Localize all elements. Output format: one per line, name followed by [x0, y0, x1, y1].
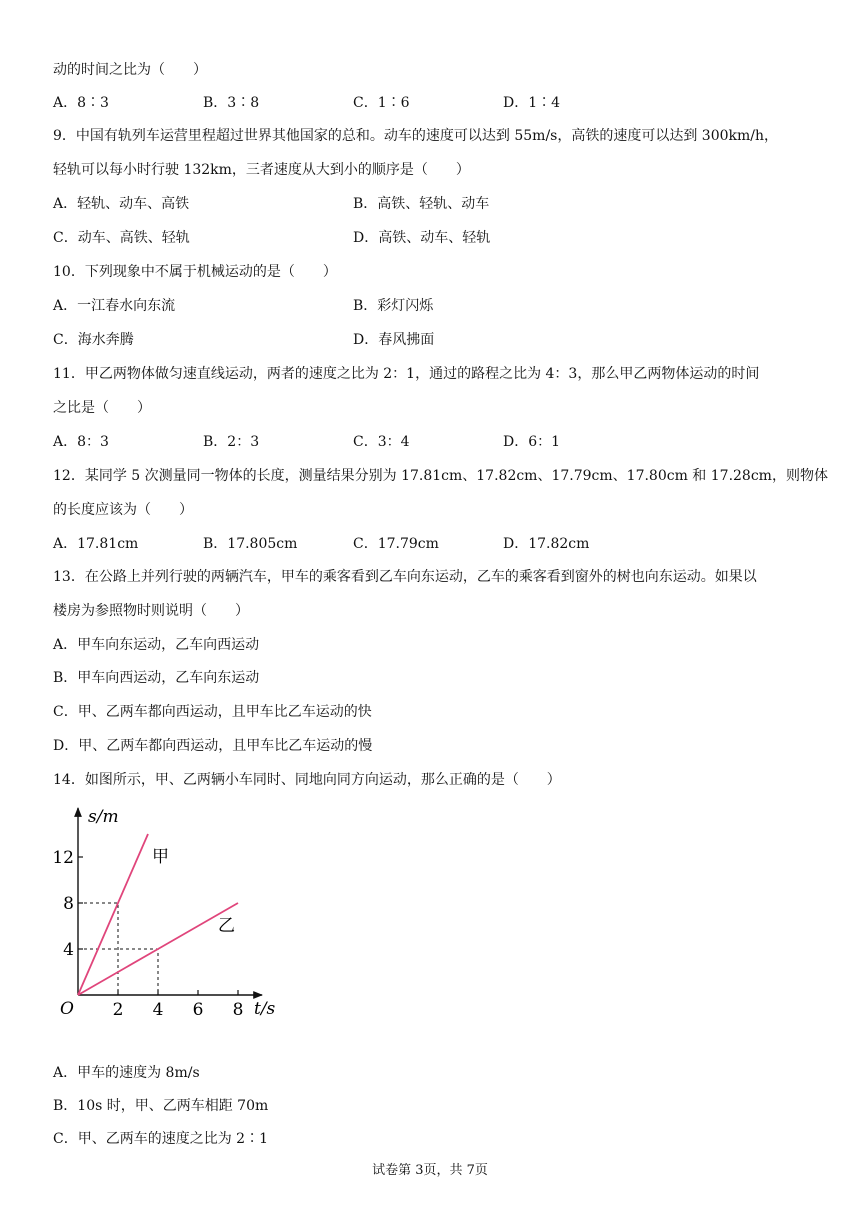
- q14-option-c[interactable]: C．甲、乙两车的速度之比为 2∶1: [53, 1131, 268, 1147]
- x-tick-label: 6: [192, 1000, 204, 1020]
- st-graph: [40, 800, 300, 1030]
- q11-stem-line2: 之比是（ ）: [53, 400, 151, 416]
- q14-option-b[interactable]: B．10s 时，甲、乙两车相距 70m: [53, 1098, 269, 1114]
- q10-option-a[interactable]: A．一江春水向东流: [53, 298, 176, 314]
- q8-option-b[interactable]: B．3∶8: [203, 95, 260, 111]
- q13-option-c[interactable]: C．甲、乙两车都向西运动，且甲车比乙车运动的快: [53, 704, 372, 720]
- q12-option-c[interactable]: C．17.79cm: [353, 536, 439, 552]
- y-tick-label: 8: [63, 894, 74, 914]
- q11-option-b[interactable]: B．2：3: [203, 434, 260, 450]
- x-tick-label: 8: [232, 1000, 244, 1020]
- q13-option-b[interactable]: B．甲车向西运动，乙车向东运动: [53, 670, 260, 686]
- origin-label: O: [60, 999, 74, 1019]
- q10-option-d[interactable]: D．春风拂面: [353, 332, 435, 348]
- series-line: [78, 834, 148, 995]
- page-footer: 试卷第 3页，共 7页: [372, 1163, 488, 1178]
- q9-stem-line1: 9．中国有轨列车运营里程超过世界其他国家的总和。动车的速度可以达到 55m/s，高铁的速度可以达到 300km/h，: [53, 128, 779, 144]
- q11-option-a[interactable]: A．8：3: [53, 434, 109, 450]
- q13-stem-line1: 13．在公路上并列行驶的两辆汽车，甲车的乘客看到乙车向东运动，乙车的乘客看到窗外的树也向东运动。如果以: [53, 569, 757, 585]
- y-axis-label: s/m: [88, 807, 119, 827]
- q13-stem-line2: 楼房为参照物时则说明（ ）: [53, 603, 249, 619]
- q9-option-c[interactable]: C．动车、高铁、轻轨: [53, 230, 190, 246]
- q12-option-b[interactable]: B．17.805cm: [203, 536, 298, 552]
- q8-option-a[interactable]: A．8∶3: [53, 95, 109, 111]
- q13-option-d[interactable]: D．甲、乙两车都向西运动，且甲车比乙车运动的慢: [53, 738, 373, 754]
- q8-option-d[interactable]: D．1∶4: [503, 95, 561, 111]
- q9-stem-line2: 轻轨可以每小时行驶 132km，三者速度从大到小的顺序是（ ）: [53, 162, 470, 178]
- q14-option-a[interactable]: A．甲车的速度为 8m/s: [53, 1065, 200, 1081]
- x-axis-label: t/s: [254, 999, 276, 1019]
- q11-option-d[interactable]: D．6：1: [503, 434, 561, 450]
- y-tick-label: 12: [52, 848, 74, 868]
- series-label: 甲: [152, 847, 169, 867]
- series-label: 乙: [218, 916, 235, 936]
- q10-stem: 10．下列现象中不属于机械运动的是（ ）: [53, 264, 337, 280]
- q9-option-b[interactable]: B．高铁、轻轨、动车: [353, 196, 490, 212]
- q10-option-b[interactable]: B．彩灯闪烁: [353, 298, 434, 314]
- y-tick-label: 4: [63, 940, 74, 960]
- q10-option-c[interactable]: C．海水奔腾: [53, 332, 134, 348]
- q12-option-d[interactable]: D．17.82cm: [503, 536, 590, 552]
- q12-stem-line1: 12．某同学 5 次测量同一物体的长度，测量结果分别为 17.81cm、17.82cm、17.79cm、17.80cm 和 17.28cm，则物体: [53, 468, 828, 484]
- q12-option-a[interactable]: A．17.81cm: [53, 536, 139, 552]
- q8-option-c[interactable]: C．1∶6: [353, 95, 410, 111]
- q9-option-d[interactable]: D．高铁、动车、轻轨: [353, 230, 491, 246]
- q8-stem-tail: 动的时间之比为（ ）: [53, 62, 207, 78]
- x-tick-label: 4: [152, 1000, 164, 1020]
- q12-stem-line2: 的长度应该为（ ）: [53, 502, 193, 518]
- q14-stem: 14．如图所示，甲、乙两辆小车同时、同地向同方向运动，那么正确的是（ ）: [53, 772, 561, 788]
- q13-option-a[interactable]: A．甲车向东运动，乙车向西运动: [53, 637, 260, 653]
- q9-option-a[interactable]: A．轻轨、动车、高铁: [53, 196, 190, 212]
- q11-option-c[interactable]: C．3：4: [353, 434, 410, 450]
- x-tick-label: 2: [112, 1000, 124, 1020]
- q11-stem-line1: 11．甲乙两物体做匀速直线运动，两者的速度之比为 2：1，通过的路程之比为 4：3，那么甲乙两物体运动的时间: [53, 366, 760, 382]
